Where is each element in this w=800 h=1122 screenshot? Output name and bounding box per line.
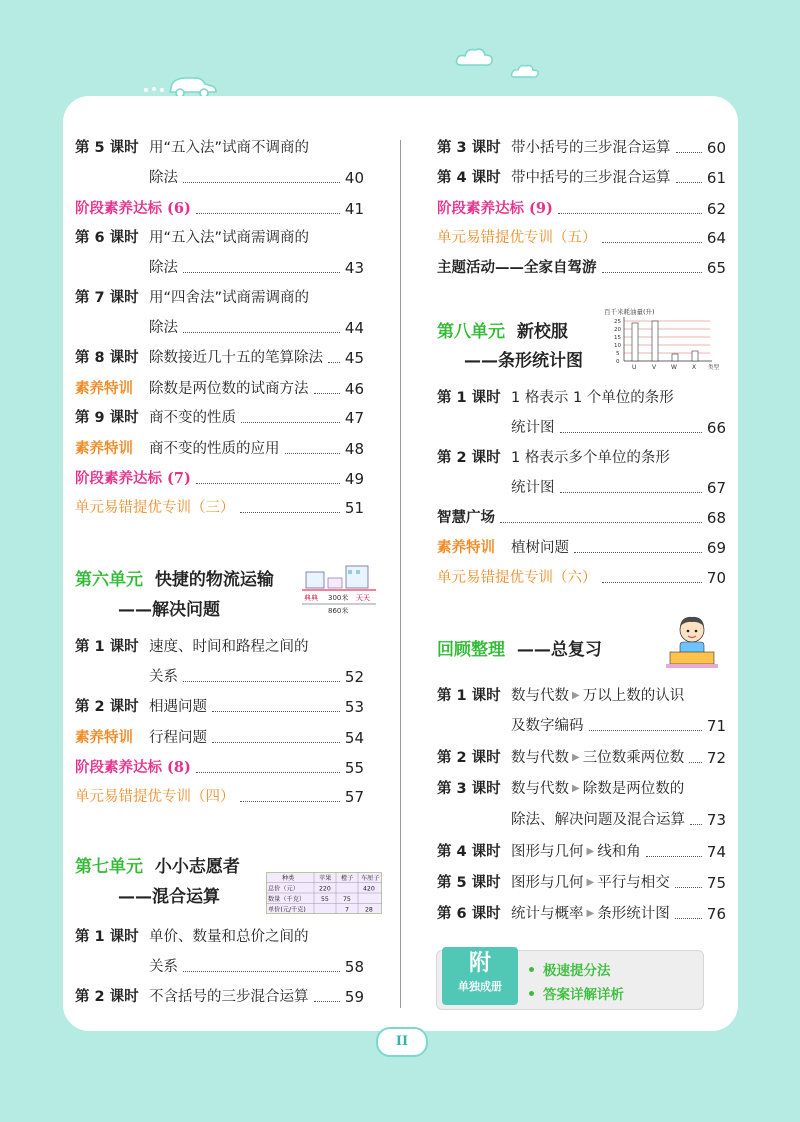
column-divider [400, 140, 401, 1008]
lesson-label: 第 1 课时 [437, 688, 501, 704]
page-number: 52 [344, 668, 364, 686]
leader-dots [240, 512, 340, 513]
bar-chart-illustration [602, 307, 726, 373]
y-tick: 5 [616, 351, 620, 357]
special-label: 素养特训 [437, 540, 495, 556]
leader-dots [646, 856, 702, 857]
lesson-label: 第 3 课时 [437, 781, 501, 797]
page-footer-number: II [376, 1027, 428, 1057]
page-number: 59 [344, 988, 364, 1006]
unit7-heading [75, 852, 240, 877]
illus-total-label: 860米 [328, 607, 349, 615]
lesson-label: 第 2 课时 [75, 699, 139, 715]
bullet-icon [529, 991, 534, 996]
leader-dots [602, 242, 702, 243]
page-number: 57 [344, 788, 364, 806]
cloud-icon [455, 45, 495, 69]
arrow-icon: ▶ [586, 908, 595, 919]
x-axis-label: 类型 [708, 365, 720, 371]
y-tick: 0 [616, 359, 620, 365]
toc-entry-continuation[interactable] [75, 163, 364, 193]
page-number: 53 [344, 698, 364, 716]
lesson-label: 第 5 课时 [75, 140, 139, 156]
lesson-title: 图形与几何 [511, 844, 584, 860]
x-tick: V [652, 364, 657, 371]
stage-label: 阶段素养达标 (7) [75, 470, 191, 487]
page-number: 75 [706, 874, 726, 892]
toc-entry-lesson5[interactable] [75, 133, 364, 163]
page-number: 76 [706, 905, 726, 923]
toc-entry-lesson7[interactable] [75, 283, 364, 313]
page-number: 60 [706, 139, 726, 157]
leader-dots [558, 213, 702, 214]
lesson-label: 第 6 课时 [437, 906, 501, 922]
toc-entry-lesson8[interactable] [75, 343, 364, 373]
review-heading [437, 635, 602, 660]
page-number: 68 [706, 509, 726, 527]
lesson-label: 第 7 课时 [75, 290, 139, 306]
leader-dots [560, 432, 702, 433]
x-tick: W [671, 364, 677, 371]
cloud-icon [510, 62, 540, 80]
toc-entry-u8-lesson2[interactable] [437, 443, 726, 473]
leader-dots [285, 453, 340, 454]
chart-title: 百千米耗油量(升) [604, 308, 655, 316]
lesson-title: 带中括号的三步混合运算 [511, 170, 671, 186]
theme-label: 主题活动——全家自驾游 [437, 260, 597, 276]
page-number: 70 [706, 569, 726, 587]
arrow-icon: ▶ [586, 846, 595, 857]
lesson-subtitle: 三位数乘两位数 [582, 750, 685, 766]
unit-name: 第六单元 [75, 570, 143, 590]
table-cell: 420 [363, 885, 375, 893]
page-number: 49 [344, 470, 364, 488]
toc-entry-special[interactable] [75, 374, 364, 404]
toc-entry-review-4[interactable] [75, 782, 364, 812]
illus-distance-label: 300米 [328, 594, 349, 602]
leader-dots [240, 801, 340, 802]
page-number: 64 [706, 229, 726, 247]
leader-dots [314, 393, 340, 394]
leader-dots [183, 332, 340, 333]
toc-entry-theme-activity[interactable] [437, 253, 726, 283]
lesson-title: 除法 [149, 260, 178, 276]
table-cell: 单价(元/千克) [268, 906, 306, 914]
unit-name: 第七单元 [75, 857, 143, 877]
page-number: 44 [344, 319, 364, 337]
toc-entry-stage-6[interactable] [75, 194, 364, 224]
toc-entry-u6-lesson1[interactable] [75, 632, 364, 662]
appendix-item-label: 极速提分法 [543, 963, 611, 979]
lesson-title: 统计图 [511, 420, 555, 436]
leader-dots [500, 522, 702, 523]
lesson-label: 第 4 课时 [437, 170, 501, 186]
toc-entry-lesson6[interactable] [75, 223, 364, 253]
lesson-title: 统计图 [511, 480, 555, 496]
lesson-title: 关系 [149, 669, 178, 685]
lesson-title: 用“四舍法”试商需调商的 [149, 290, 310, 306]
page-number: 69 [706, 539, 726, 557]
review-label: 单元易错提优专训（四） [75, 789, 235, 805]
unit-name: 第八单元 [437, 322, 505, 342]
arrow-icon: ▶ [586, 877, 595, 888]
page-number: 47 [344, 409, 364, 427]
toc-entry-stage-8[interactable] [75, 753, 364, 783]
student-illustration [664, 612, 720, 674]
theme-label: 智慧广场 [437, 510, 495, 526]
leader-dots [602, 272, 702, 273]
lesson-label: 第 1 课时 [75, 929, 139, 945]
review-label: 单元易错提优专训（三） [75, 500, 235, 516]
lesson-title: 1 格表示多个单位的条形 [511, 450, 670, 466]
toc-entry-special[interactable] [75, 723, 364, 753]
leader-dots [196, 772, 340, 773]
toc-entry-review-lesson3[interactable] [437, 774, 726, 804]
lesson-title: 数与代数 [511, 750, 569, 766]
chart-bar [632, 323, 638, 361]
leader-dots [589, 730, 702, 731]
page-number: 55 [344, 759, 364, 777]
lesson-title: 用“五入法”试商不调商的 [149, 140, 310, 156]
table-cell: 7 [345, 906, 349, 914]
appendix-badge [442, 947, 518, 1005]
y-tick: 25 [614, 319, 621, 325]
lesson-title: 除法、解决问题及混合运算 [511, 812, 685, 828]
toc-entry-special[interactable] [437, 533, 726, 563]
toc-entry-continuation[interactable] [437, 413, 726, 443]
x-tick: X [692, 364, 697, 371]
page-number: 58 [344, 958, 364, 976]
unit-subtitle: ——解决问题 [118, 600, 220, 620]
lesson-title: 带小括号的三步混合运算 [511, 140, 671, 156]
table-cell: 220 [319, 885, 331, 893]
lesson-label: 第 4 课时 [437, 844, 501, 860]
page-number: 40 [344, 169, 364, 187]
table-cell: 数量（千克） [268, 896, 306, 903]
arrow-icon: ▶ [572, 783, 580, 794]
stage-label: 阶段素养达标 (6) [75, 200, 191, 217]
y-tick: 15 [614, 335, 621, 341]
page-number: 74 [706, 843, 726, 861]
toc-entry-u7-lesson2[interactable] [75, 982, 364, 1012]
lesson-title: 行程问题 [149, 730, 207, 746]
leader-dots [314, 1001, 340, 1002]
table-header: 车厘子 [361, 875, 380, 882]
table-header: 橙子 [341, 875, 354, 882]
page-number: 45 [344, 349, 364, 367]
appendix-item[interactable] [529, 983, 624, 1003]
toc-entry-u8-lesson1[interactable] [437, 383, 726, 413]
lesson-title: 图形与几何 [511, 875, 584, 891]
toc-entry-stage-9[interactable] [437, 194, 726, 224]
lesson-title: 植树问题 [511, 540, 569, 556]
leader-dots [183, 681, 340, 682]
lesson-subtitle: 除数是两位数的 [582, 781, 685, 797]
price-table-illustration [266, 872, 382, 914]
toc-entry-review-3[interactable] [75, 493, 364, 523]
leader-dots [196, 213, 340, 214]
appendix-badge-title: 附 [468, 951, 491, 976]
lesson-label: 第 8 课时 [75, 350, 139, 366]
lesson-title: 相遇问题 [149, 699, 207, 715]
unit8-heading [437, 317, 568, 342]
lesson-title: 商不变的性质的应用 [149, 441, 280, 457]
lesson-title: 除法 [149, 170, 178, 186]
lesson-label: 第 2 课时 [437, 450, 501, 466]
toc-entry-stage-7[interactable] [75, 464, 364, 494]
appendix-item[interactable] [529, 959, 611, 979]
chart-bar [652, 321, 658, 361]
leader-dots [183, 971, 340, 972]
lesson-title: 数与代数 [511, 781, 569, 797]
lesson-label: 第 1 课时 [75, 639, 139, 655]
leader-dots [560, 492, 702, 493]
lesson-subtitle: 条形统计图 [597, 906, 670, 922]
bullet-icon [529, 967, 534, 972]
leader-dots [212, 742, 340, 743]
toc-entry-review-lesson6[interactable] [437, 899, 726, 929]
stage-label: 阶段素养达标 (8) [75, 759, 191, 776]
unit-subtitle: ——混合运算 [118, 887, 220, 907]
y-tick: 20 [614, 327, 621, 333]
toc-entry-review-lesson1[interactable] [437, 681, 726, 711]
special-label: 素养特训 [75, 381, 133, 397]
toc-entry-continuation[interactable] [75, 313, 364, 343]
unit-subtitle: ——条形统计图 [464, 351, 583, 371]
toc-entry-review-lesson5[interactable] [437, 868, 726, 898]
toc-entry-continuation[interactable] [75, 952, 364, 982]
lesson-title: 商不变的性质 [149, 410, 236, 426]
table-cell: 75 [343, 896, 351, 903]
page-number: 46 [344, 380, 364, 398]
page-number: 51 [344, 499, 364, 517]
y-tick: 10 [614, 343, 621, 349]
page-number: 41 [344, 200, 364, 218]
toc-entry-continuation[interactable] [437, 473, 726, 503]
chart-bar [672, 354, 678, 361]
leader-dots [196, 483, 340, 484]
x-tick: U [632, 364, 637, 371]
review-label: 单元易错提优专训（六） [437, 570, 597, 586]
lesson-subtitle: 万以上数的认识 [582, 688, 685, 704]
page-number: 71 [706, 717, 726, 735]
leader-dots [689, 762, 702, 763]
special-label: 素养特训 [75, 730, 133, 746]
toc-entry-u6-lesson2[interactable] [75, 692, 364, 722]
lesson-label: 第 3 课时 [437, 140, 501, 156]
lesson-label: 第 1 课时 [437, 390, 501, 406]
toc-entry-continuation[interactable] [437, 711, 726, 741]
toc-entry-continuation[interactable] [75, 253, 364, 283]
page-number: 73 [706, 811, 726, 829]
lesson-label: 第 5 课时 [437, 875, 501, 891]
arrow-icon: ▶ [572, 690, 580, 701]
page-number: 43 [344, 259, 364, 277]
page-number: 48 [344, 440, 364, 458]
unit-subtitle: ——总复习 [516, 640, 602, 660]
lesson-title: 除数接近几十五的笔算除法 [149, 350, 323, 366]
leader-dots [690, 824, 702, 825]
toc-entry-lesson4[interactable] [437, 163, 726, 193]
leader-dots [602, 582, 702, 583]
toc-entry-wisdom-square[interactable] [437, 503, 726, 533]
toc-entry-lesson9[interactable] [75, 403, 364, 433]
toc-entry-lesson3[interactable] [437, 133, 726, 163]
unit6-heading [75, 565, 274, 590]
page-number: 61 [706, 169, 726, 187]
leader-dots [676, 152, 702, 153]
toc-entry-review-6[interactable] [437, 563, 726, 593]
appendix-item-label: 答案详解详析 [543, 987, 624, 1003]
unit-title: 快捷的物流运输 [154, 570, 274, 590]
leader-dots [675, 918, 702, 919]
lesson-label: 第 2 课时 [75, 989, 139, 1005]
stage-label: 阶段素养达标 (9) [437, 200, 553, 217]
toc-entry-special[interactable] [75, 434, 364, 464]
leader-dots [212, 711, 340, 712]
unit-name: 回顾整理 [437, 640, 505, 660]
lesson-title: 统计与概率 [511, 906, 584, 922]
page-number: 72 [706, 749, 726, 767]
lesson-subtitle: 线和角 [597, 844, 641, 860]
lesson-label: 第 2 课时 [437, 750, 501, 766]
page-number: 65 [706, 259, 726, 277]
toc-entry-review-5[interactable] [437, 223, 726, 253]
leader-dots [676, 182, 702, 183]
toc-entry-review-lesson2[interactable] [437, 743, 726, 773]
appendix-badge-caption: 单独成册 [458, 980, 502, 993]
lesson-title: 关系 [149, 959, 178, 975]
table-cell: 55 [321, 896, 329, 903]
page-number: 67 [706, 479, 726, 497]
page-number: 54 [344, 729, 364, 747]
table-cell: 总价（元） [268, 885, 299, 893]
arrow-icon: ▶ [572, 752, 580, 763]
toc-entry-continuation[interactable] [75, 662, 364, 692]
leader-dots [675, 887, 702, 888]
page-number: 66 [706, 419, 726, 437]
leader-dots [241, 422, 340, 423]
lesson-title: 不含括号的三步混合运算 [149, 989, 309, 1005]
review-label: 单元易错提优专训（五） [437, 230, 597, 246]
lesson-title: 及数字编码 [511, 718, 584, 734]
appendix-box [436, 950, 704, 1010]
special-label: 素养特训 [75, 441, 133, 457]
toc-entry-continuation[interactable] [437, 805, 726, 835]
chart-bar [692, 351, 698, 361]
lesson-title: 用“五入法”试商需调商的 [149, 230, 310, 246]
lesson-title: 1 格表示 1 个单位的条形 [511, 390, 674, 406]
table-header: 苹果 [319, 875, 332, 882]
leader-dots [183, 182, 340, 183]
lesson-title: 速度、时间和路程之间的 [149, 639, 309, 655]
lesson-title: 单价、数量和总价之间的 [149, 929, 309, 945]
lesson-title: 数与代数 [511, 688, 569, 704]
leader-dots [183, 272, 340, 273]
unit-title: 新校服 [516, 322, 568, 342]
lesson-label: 第 6 课时 [75, 230, 139, 246]
lesson-title: 除数是两位数的试商方法 [149, 381, 309, 397]
table-header: 种类 [282, 875, 295, 882]
toc-entry-u7-lesson1[interactable] [75, 922, 364, 952]
unit-title: 小小志愿者 [154, 857, 240, 877]
page-number: 62 [706, 200, 726, 218]
toc-entry-review-lesson4[interactable] [437, 837, 726, 867]
leader-dots [328, 362, 340, 363]
table-cell: 28 [365, 906, 373, 914]
illus-right-label: 天天 [356, 594, 370, 602]
leader-dots [574, 552, 702, 553]
lesson-subtitle: 平行与相交 [597, 875, 670, 891]
lesson-label: 第 9 课时 [75, 410, 139, 426]
illus-left-label: 典典 [304, 594, 318, 602]
lesson-title: 除法 [149, 320, 178, 336]
logistics-illustration [300, 562, 378, 616]
